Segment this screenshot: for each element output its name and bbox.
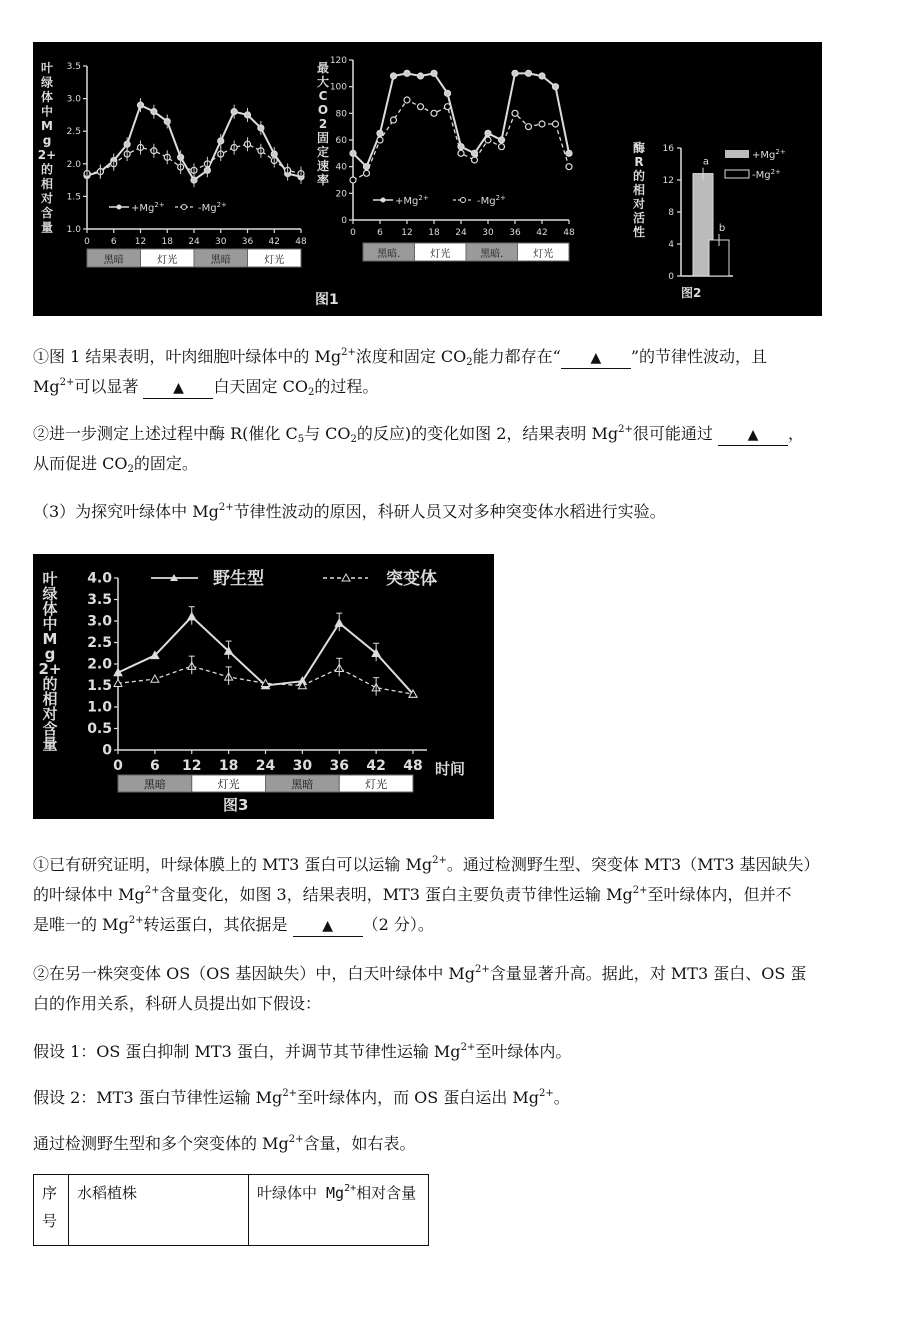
subscript: 2 — [350, 434, 357, 445]
superscript: 2+ — [539, 1088, 554, 1099]
text-span: 含量，如右表。 — [303, 1134, 416, 1153]
x-tick-label: 24 — [255, 758, 276, 774]
data-point — [151, 675, 159, 682]
superscript: 2+ — [218, 502, 234, 513]
bar-letter: a — [702, 156, 710, 168]
x-tick-label: 12 — [182, 758, 202, 774]
data-point — [431, 110, 437, 116]
text-span: 至叶绿体内，但并不 — [647, 885, 792, 904]
x-tick-label: 48 — [403, 758, 423, 774]
fig1-right-ylabel — [317, 60, 329, 187]
data-point — [553, 84, 559, 90]
legend-marker-plus — [381, 198, 386, 203]
legend-swatch-minus — [725, 170, 749, 178]
legend-marker-minus — [461, 198, 466, 203]
results-table — [33, 1174, 429, 1246]
text-span: 含量显著升高。据此，对 MT3 蛋白、OS 蛋 — [489, 964, 807, 983]
period-label: 灯光 — [217, 778, 240, 791]
data-point — [566, 150, 572, 156]
data-point — [526, 70, 532, 76]
answer-blank[interactable]: ▲ — [143, 378, 213, 399]
text-span: 假设 2：MT3 蛋白节律性运输 Mg — [33, 1088, 283, 1107]
superscript: 2+ — [618, 424, 633, 435]
x-tick-label: 42 — [536, 228, 548, 238]
data-point — [553, 121, 559, 127]
text-span: （2 分）。 — [362, 915, 434, 934]
text-span: 白天固定 CO — [213, 377, 308, 396]
ylabel-char: 固 — [316, 131, 330, 145]
ylabel-char: O — [317, 103, 329, 117]
ylabel-char: 率 — [316, 173, 330, 187]
fig1-left-ylabel — [38, 61, 56, 235]
text-span: 通过检测野生型和多个突变体的 Mg — [33, 1134, 289, 1153]
text-span: ”的节律性波动，且 — [630, 347, 768, 366]
data-point — [377, 137, 383, 143]
subscript: 2 — [127, 464, 134, 475]
period-label: 灯光 — [264, 255, 285, 266]
superscript: 2+ — [432, 855, 447, 866]
data-point — [472, 157, 478, 163]
period-label: 灯光 — [365, 778, 388, 791]
ylabel-char: 绿 — [42, 585, 58, 603]
y-tick-label: 4 — [668, 240, 674, 250]
text-span: ②在另一株突变体 OS（OS 基因缺失）中，白天叶绿体中 Mg — [33, 964, 476, 983]
ylabel-char: 相 — [42, 690, 58, 708]
text-span: 的叶绿体中 Mg — [33, 885, 145, 904]
fig1-right-light-bar — [363, 243, 569, 261]
y-tick-label: 0 — [102, 742, 112, 759]
period-label: 黑暗 — [143, 778, 166, 791]
period-label: 灯光 — [430, 249, 451, 260]
period-label: 黑暗 — [291, 778, 314, 791]
text-span: 叶绿体中 Mg — [257, 1184, 345, 1202]
ylabel-char: R — [634, 155, 644, 169]
x-tick-label: 24 — [188, 237, 200, 247]
superscript: 2+ — [632, 885, 648, 896]
hypothesis-1 — [33, 1037, 868, 1067]
data-point — [364, 170, 370, 176]
ylabel-char: 2+ — [38, 660, 62, 678]
superscript: 2+ — [341, 347, 356, 358]
question-3-heading — [33, 497, 868, 527]
data-point — [485, 137, 491, 143]
ylabel-char: 对 — [632, 197, 646, 211]
period-label: 黑暗. — [480, 249, 504, 260]
x-tick-label: 36 — [329, 758, 349, 774]
ylabel-char: 叶 — [40, 61, 54, 75]
figure-1-2-svg — [33, 42, 822, 316]
data-point — [485, 130, 491, 136]
y-tick-label: 3.0 — [66, 94, 81, 105]
data-point — [445, 90, 451, 96]
legend-label-wild: 野生型 — [213, 569, 264, 589]
data-point — [445, 104, 451, 110]
x-tick-label: 12 — [134, 237, 147, 247]
data-point — [539, 73, 545, 79]
ylabel-char: 的 — [42, 675, 58, 693]
fig2-caption: 图2 — [681, 286, 702, 300]
x-tick-label: 48 — [563, 228, 575, 238]
legend-label-plus: $+Mg^{2+}$ — [395, 194, 429, 207]
data-point — [418, 104, 424, 110]
legend-label-minus: $-Mg^{2+}$ — [477, 194, 506, 207]
text-span: 能力都存在“ — [472, 347, 561, 366]
superscript: 2+ — [59, 377, 75, 388]
ylabel-char: 中 — [42, 615, 58, 633]
y-tick-label: 120 — [329, 56, 347, 66]
fig2-chart — [663, 144, 733, 282]
x-tick-label: 18 — [218, 758, 239, 774]
y-tick-label: 0 — [341, 216, 347, 226]
y-tick-label: 60 — [335, 136, 347, 146]
fig2-ylabel — [632, 140, 645, 239]
text-span: 浓度和固定 CO — [355, 347, 467, 366]
legend-label-plus: $+Mg^{2+}$ — [752, 148, 786, 161]
header-plant: 水稻植株 — [69, 1175, 249, 1246]
ylabel-char: 的 — [632, 169, 646, 183]
fig1-left-light-bar — [87, 249, 301, 267]
figure-1-2-panel — [33, 42, 822, 316]
y-tick-label: 3.5 — [87, 592, 112, 609]
answer-blank[interactable]: ▲ — [718, 425, 788, 446]
period-label: 黑暗. — [377, 249, 401, 260]
figure-3-svg — [33, 554, 494, 819]
y-tick-label: 2.0 — [87, 656, 112, 673]
text-span: ②进一步测定上述过程中酶 R(催化 C — [33, 424, 298, 443]
text-span: 从而促进 CO — [33, 454, 128, 473]
x-tick-label: 6 — [377, 228, 383, 238]
x-tick-label: 48 — [295, 237, 307, 247]
paragraph-os — [33, 959, 868, 1019]
y-tick-label: 2.5 — [66, 127, 81, 138]
data-point — [350, 177, 356, 183]
text-span: ①图 1 结果表明，叶肉细胞叶绿体中的 Mg — [33, 347, 342, 366]
y-tick-label: 1.5 — [87, 678, 112, 695]
x-tick-label: 30 — [292, 758, 313, 774]
legend-label-minus: $-Mg^{2+}$ — [198, 201, 227, 214]
data-point — [404, 70, 410, 76]
text-span: 。 — [553, 1088, 570, 1107]
legend-swatch-plus — [725, 150, 749, 158]
y-tick-label: 16 — [662, 144, 674, 154]
x-tick-label: 0 — [113, 758, 123, 774]
fig1-caption: 图1 — [315, 292, 339, 308]
ylabel-char: 量 — [40, 220, 54, 235]
legend-marker-minus — [182, 205, 187, 210]
period-label: 灯光 — [533, 249, 554, 260]
y-tick-label: 4.0 — [87, 570, 112, 587]
ylabel-char: M — [42, 630, 58, 648]
y-tick-label: 80 — [335, 109, 347, 120]
x-tick-label: 36 — [509, 228, 521, 238]
ylabel-char: 绿 — [40, 75, 54, 90]
ylabel-char: 相 — [40, 177, 54, 191]
ylabel-char: 体 — [42, 600, 58, 618]
bar-letter: b — [718, 223, 726, 234]
text-span: 的过程。 — [314, 377, 379, 396]
fig1-left-chart — [67, 62, 307, 247]
ylabel-char: 体 — [40, 90, 54, 104]
answer-blank[interactable]: ▲ — [561, 348, 631, 369]
ylabel-char: 速 — [316, 159, 330, 173]
text-span: 的反应)的变化如图 2，结果表明 Mg — [356, 424, 619, 443]
text-span: 相对含量 — [356, 1184, 417, 1202]
x-tick-label: 42 — [366, 758, 386, 774]
ylabel-char: 活 — [632, 211, 646, 225]
text-span: 白的作用关系，科研人员提出如下假设： — [33, 994, 322, 1013]
superscript: 2+ — [144, 885, 160, 896]
y-tick-label: 3.5 — [66, 62, 81, 72]
ylabel-char: 的 — [40, 162, 54, 177]
data-point — [458, 150, 464, 156]
superscript: 2+ — [475, 964, 490, 975]
fig3-legend — [151, 568, 437, 589]
ylabel-char: 含 — [40, 206, 54, 220]
y-tick-label: 2.0 — [66, 159, 81, 170]
period-label: 黑暗 — [210, 255, 231, 266]
data-point — [499, 144, 505, 150]
question-1-paragraph — [33, 342, 868, 402]
text-span: 是唯一的 Mg — [33, 915, 129, 934]
table-intro — [33, 1129, 868, 1159]
data-point — [512, 70, 518, 76]
ylabel-char: 对 — [40, 191, 54, 206]
x-tick-label: 18 — [428, 228, 440, 238]
period-label: 黑暗 — [103, 255, 124, 266]
text-span: ①已有研究证明，叶绿体膜上的 MT3 蛋白可以运输 Mg — [33, 855, 433, 874]
x-tick-label: 0 — [350, 228, 356, 238]
subscript: 2 — [307, 387, 315, 398]
x-tick-label: 36 — [241, 237, 254, 247]
ylabel-char: 对 — [42, 705, 58, 723]
legend-marker-mutant — [342, 574, 350, 581]
text-span: 含量变化，如图 3，结果表明，MT3 蛋白主要负责节律性运输 Mg — [159, 885, 633, 904]
superscript: 2+ — [460, 1042, 476, 1053]
text-span: 节律性波动的原因，科研人员又对多种突变体水稻进行实验。 — [233, 502, 666, 521]
subscript: 5 — [297, 434, 305, 445]
fig3-xlabel: 时间 — [435, 760, 466, 778]
y-tick-label: 8 — [668, 208, 674, 218]
data-point — [539, 121, 545, 127]
header-content — [249, 1175, 429, 1246]
hypothesis-2 — [33, 1083, 868, 1113]
fig2-legend — [725, 148, 786, 181]
ylabel-char: 最 — [316, 61, 330, 75]
data-point — [526, 124, 532, 130]
text-span: 可以显著 — [74, 377, 139, 396]
data-point — [512, 110, 518, 116]
ylabel-char: 大 — [316, 75, 330, 89]
data-point — [377, 130, 383, 136]
data-point — [391, 73, 397, 79]
data-point — [418, 73, 424, 79]
ylabel-char: 量 — [42, 735, 58, 753]
ylabel-char: 2 — [318, 117, 328, 131]
text-span: 假设 1：OS 蛋白抑制 MT3 蛋白，并调节其节律性运输 Mg — [33, 1042, 461, 1061]
header-index: 序号 — [34, 1175, 69, 1246]
answer-blank[interactable]: ▲ — [293, 916, 363, 937]
text-span: 至叶绿体内，而 OS 蛋白运出 Mg — [297, 1088, 540, 1107]
x-tick-label: 6 — [110, 237, 117, 247]
ylabel-char: g — [44, 645, 56, 663]
table-header-row — [34, 1175, 429, 1246]
y-tick-label: 1.5 — [66, 192, 81, 203]
data-point — [404, 97, 410, 103]
y-tick-label: 12 — [662, 176, 674, 186]
data-point — [391, 117, 397, 123]
x-tick-label: 6 — [150, 758, 160, 774]
x-tick-label: 18 — [161, 237, 173, 247]
legend-label-plus: $+Mg^{2+}$ — [131, 201, 165, 214]
fig3-caption: 图3 — [223, 796, 249, 814]
ylabel-char: 含 — [42, 720, 58, 738]
ylabel-char: 酶 — [632, 141, 646, 155]
x-tick-label: 12 — [401, 228, 413, 238]
legend-label-mutant: 突变体 — [386, 569, 437, 589]
period-label: 灯光 — [157, 255, 178, 266]
question-2-paragraph — [33, 419, 868, 479]
y-tick-label: 0.5 — [87, 721, 112, 738]
y-tick-label: 20 — [335, 189, 347, 200]
fig3-ylabel — [38, 570, 61, 753]
text-span: （3）为探究叶绿体中 Mg — [33, 502, 219, 521]
ylabel-char: 性 — [632, 225, 646, 239]
text-span: 很可能通过 — [632, 424, 713, 443]
text-span: 的固定。 — [133, 454, 198, 473]
legend-marker-plus — [117, 205, 122, 210]
text-span: 转运蛋白，其依据是 — [143, 915, 288, 934]
superscript: 2+ — [344, 1183, 357, 1194]
y-tick-label: 100 — [329, 82, 347, 93]
ylabel-char: 叶 — [42, 570, 58, 588]
x-tick-label: 42 — [268, 237, 280, 247]
data-point — [566, 164, 572, 170]
figure-3-panel — [33, 554, 494, 819]
fig3-chart — [87, 571, 427, 774]
ylabel-char: 相 — [632, 183, 646, 197]
ylabel-char: M — [41, 119, 53, 133]
fig3-light-bar — [118, 775, 413, 792]
superscript: 2+ — [282, 1088, 298, 1099]
y-tick-label: 3.0 — [87, 613, 112, 630]
x-tick-label: 24 — [455, 228, 467, 238]
superscript: 2+ — [128, 915, 144, 926]
paragraph-mt3 — [33, 850, 868, 940]
legend-label-minus: $-Mg^{2+}$ — [752, 168, 781, 181]
fig1-right-chart — [330, 56, 575, 238]
text-span: 与 CO — [304, 424, 351, 443]
ylabel-char: 定 — [316, 145, 330, 159]
x-tick-label: 30 — [215, 237, 227, 247]
ylabel-char: 2+ — [37, 148, 57, 162]
data-point — [431, 70, 437, 76]
data-point — [472, 150, 478, 156]
text-span: 。通过检测野生型、突变体 MT3（MT3 基因缺失） — [446, 855, 820, 874]
text-span: ， — [788, 424, 805, 443]
fig1-right-legend — [373, 194, 506, 207]
y-tick-label: 1.0 — [66, 225, 81, 235]
subscript: 2 — [466, 357, 473, 368]
ylabel-char: C — [318, 89, 328, 103]
superscript: 2+ — [288, 1134, 304, 1145]
y-tick-label: 2.5 — [87, 635, 112, 652]
x-tick-label: 0 — [84, 237, 90, 247]
ylabel-char: g — [42, 133, 52, 148]
ylabel-char: 中 — [40, 104, 54, 119]
text-span: 至叶绿体内。 — [475, 1042, 572, 1061]
fig1-left-legend — [109, 201, 227, 214]
y-tick-label: 1.0 — [87, 699, 112, 716]
x-tick-label: 30 — [482, 228, 494, 238]
y-tick-label: 0 — [668, 272, 674, 282]
data-point — [350, 150, 356, 156]
text-span: Mg — [33, 377, 60, 396]
y-tick-label: 40 — [335, 162, 347, 173]
